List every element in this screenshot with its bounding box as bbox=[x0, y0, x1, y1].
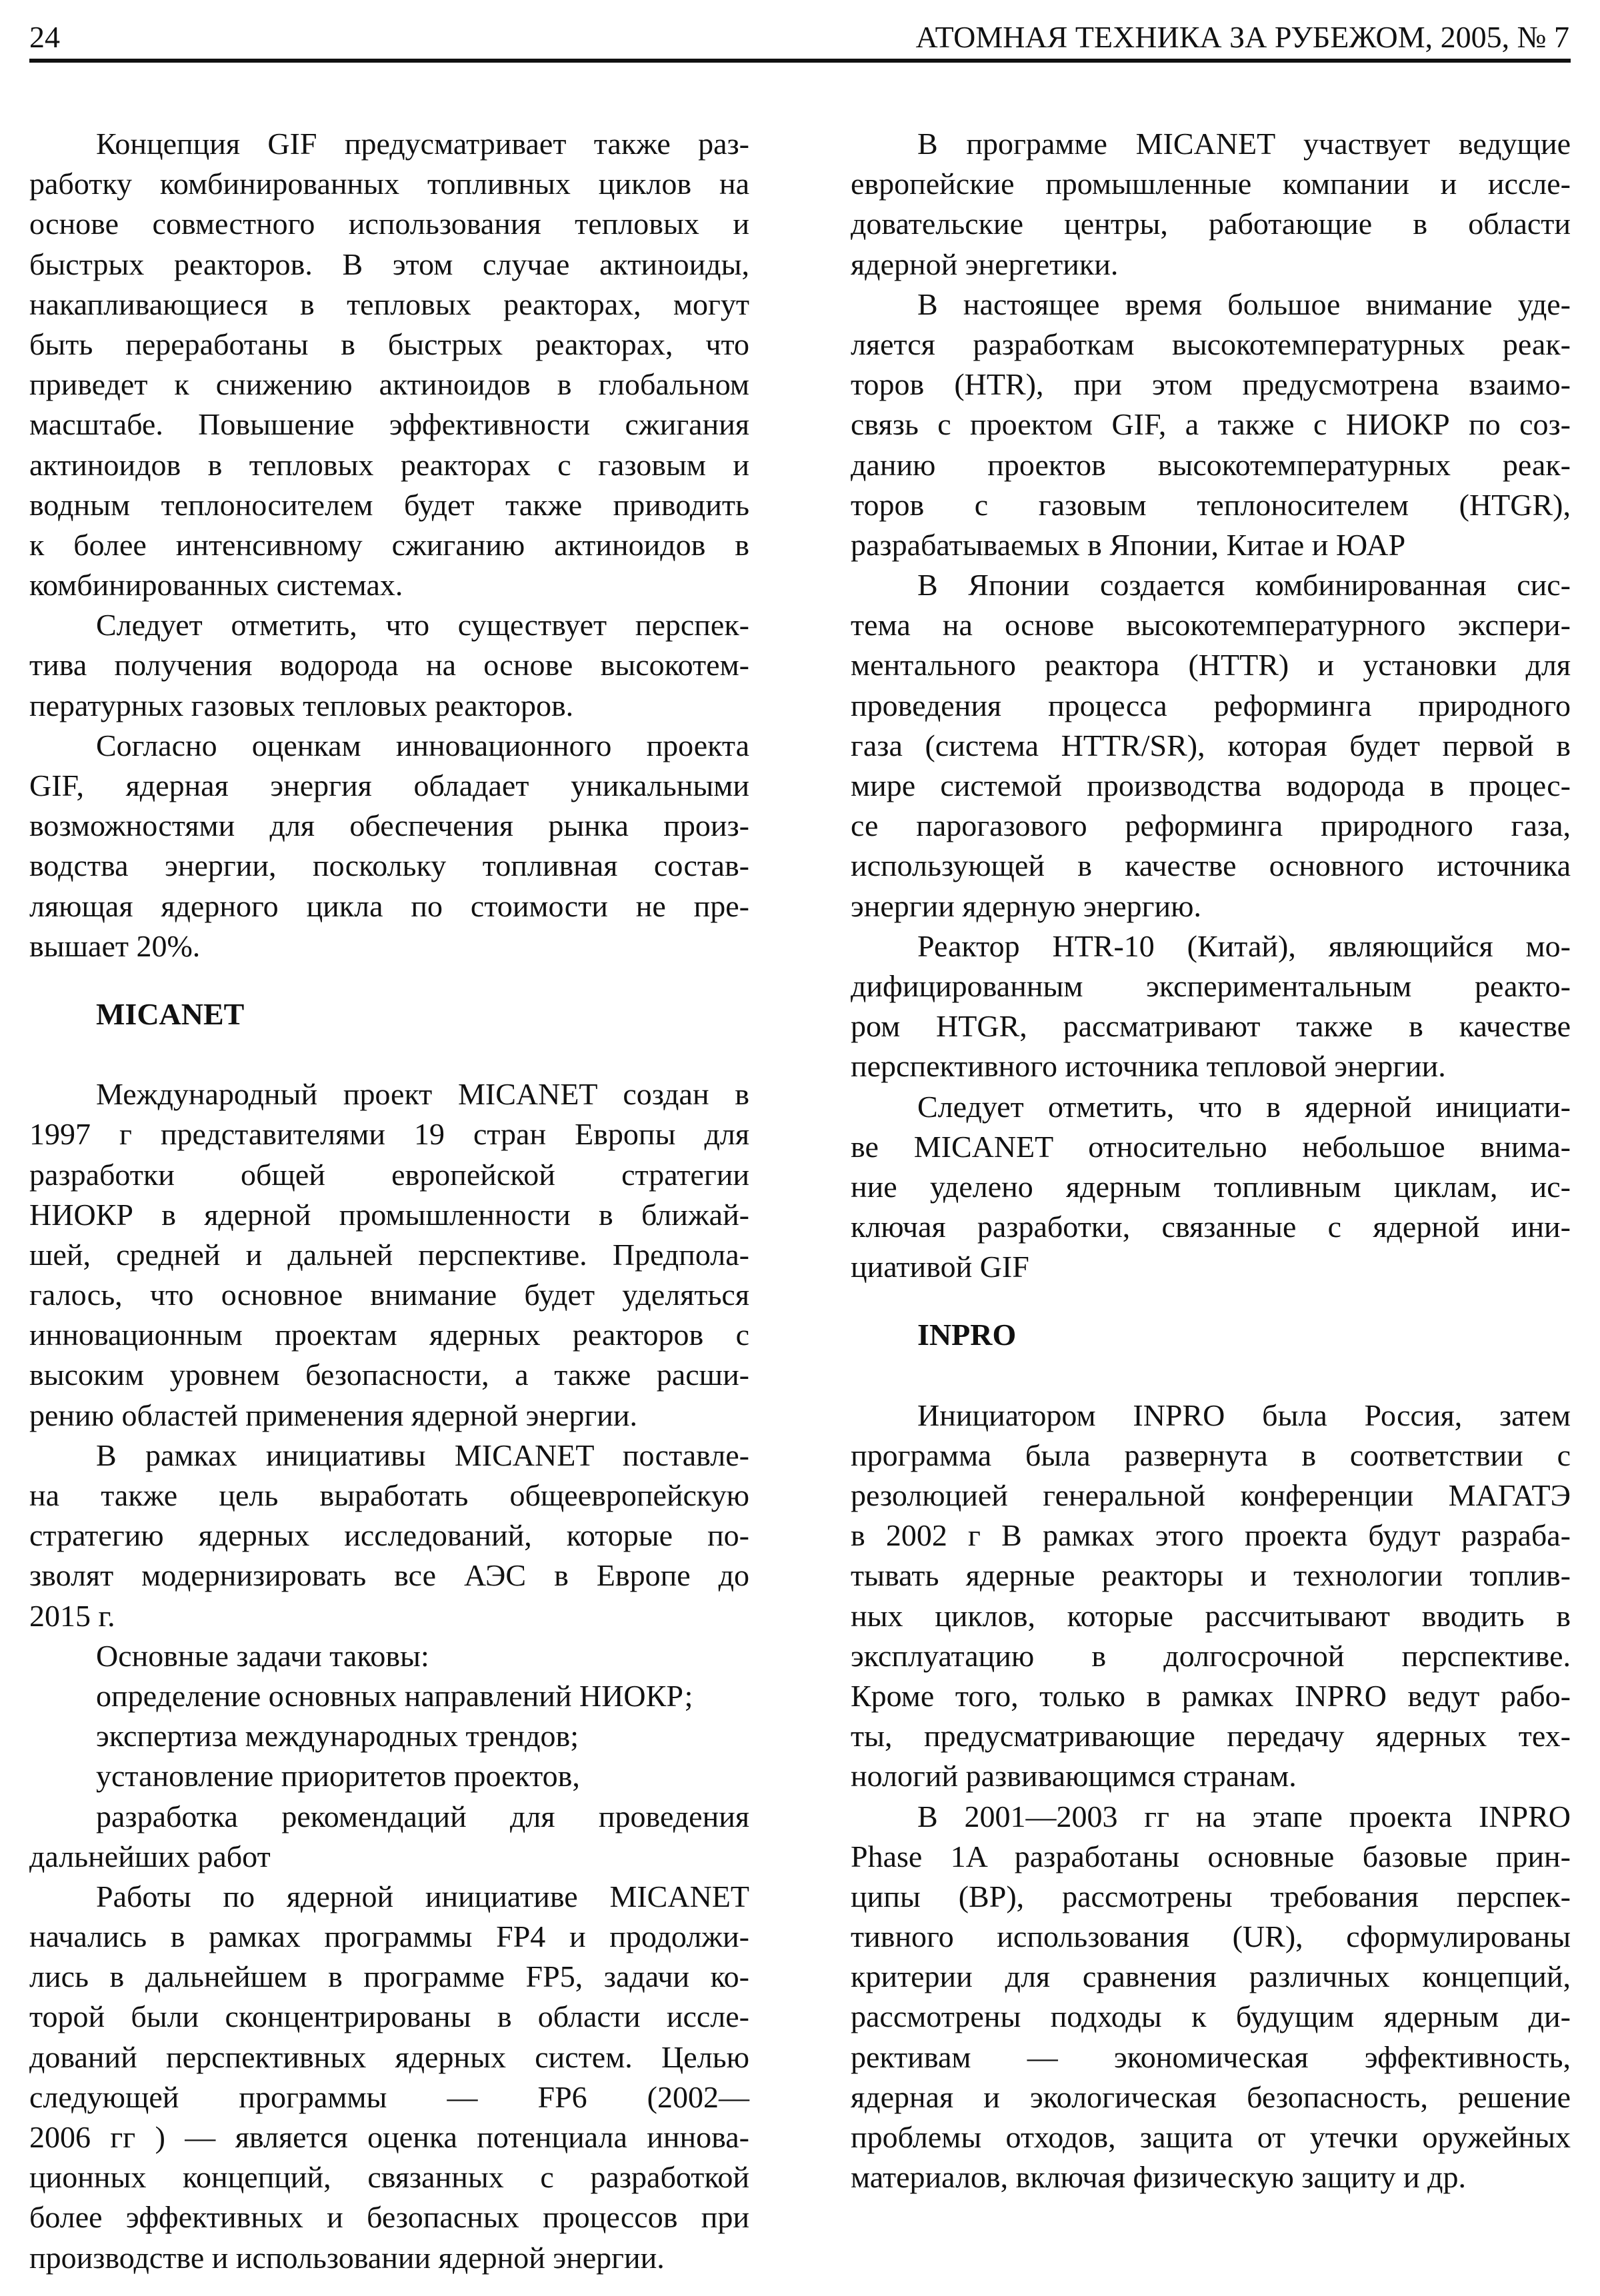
text-line: проблемы отходов, защита от утечки оружейных bbox=[851, 2120, 1571, 2154]
text-line: водства энергии, поскольку топливная состав- bbox=[29, 848, 749, 883]
text-line: циативой GIF bbox=[851, 1250, 1029, 1284]
paragraph bbox=[29, 1676, 749, 1716]
text-line: определение основных направлений НИОКР; bbox=[96, 1678, 693, 1713]
header-rule bbox=[29, 59, 1571, 63]
section-heading: INPRO bbox=[917, 1318, 1017, 1352]
text-line: торой были сконцентрированы в области иссле- bbox=[29, 1999, 749, 2034]
text-line: 2015 г. bbox=[29, 1598, 115, 1633]
text-line: ты, предусматривающие передачу ядерных тех- bbox=[851, 1719, 1571, 1753]
text-line: тивного использования (UR), сформулированы bbox=[851, 1919, 1571, 1954]
text-line: се парогазового реформинга природного газа, bbox=[851, 808, 1571, 843]
text-line: В рамках инициативы MICANET поставле- bbox=[96, 1438, 749, 1472]
text-line: пературных газовых тепловых реакторов. bbox=[29, 688, 574, 722]
text-line: Кроме того, только в рамках INPRO ведут рабо- bbox=[851, 1678, 1571, 1713]
text-line: торов с газовым теплоносителем (HTGR), bbox=[851, 487, 1571, 522]
text-line: дальнейших работ bbox=[29, 1839, 271, 1873]
text-line: энергии ядерную энергию. bbox=[851, 888, 1201, 923]
text-line: работку комбинированных топливных циклов на bbox=[29, 167, 749, 201]
text-line: накапливающиеся в тепловых реакторах, могут bbox=[29, 287, 749, 321]
text-line: В программе MICANET участвует ведущие bbox=[917, 127, 1571, 161]
paragraph bbox=[29, 1877, 749, 2278]
text-line: связь с проектом GIF, а также с НИОКР по соз- bbox=[851, 407, 1571, 442]
text-line: 2006 гг ) — является оценка потенциала иннова- bbox=[29, 2120, 749, 2154]
text-line: ве MICANET относительно небольшое внима- bbox=[851, 1129, 1571, 1164]
text-line: В Японии создается комбинированная сис- bbox=[917, 568, 1571, 602]
text-line: GIF, ядерная энергия обладает уникальными bbox=[29, 768, 749, 802]
text-line: масштабе. Повышение эффективности сжигания bbox=[29, 407, 749, 442]
text-line: Основные задачи таковы: bbox=[96, 1638, 429, 1673]
text-line: ных циклов, которые рассчитывают вводить в bbox=[851, 1598, 1571, 1633]
text-line: 1997 г представителями 19 стран Европы для bbox=[29, 1117, 749, 1152]
paragraph bbox=[29, 124, 749, 605]
text-line: установление приоритетов проектов, bbox=[96, 1759, 580, 1793]
paragraph bbox=[29, 1436, 749, 1636]
text-line: разрабатываемых в Японии, Китае и ЮАР bbox=[851, 527, 1406, 562]
text-line: Phase 1A разработаны основные базовые прин- bbox=[851, 1839, 1571, 1873]
text-line: вышает 20%. bbox=[29, 928, 201, 963]
text-line: Работы по ядерной инициативе MICANET bbox=[96, 1879, 749, 1913]
text-line: рению областей применения ядерной энергии. bbox=[29, 1398, 637, 1432]
paragraph bbox=[851, 1797, 1571, 2198]
text-line: более эффективных и безопасных процессов при bbox=[29, 2200, 749, 2235]
text-line: газа (система HTTR/SR), которая будет первой в bbox=[851, 728, 1571, 762]
text-line: следующей программы — FP6 (2002— bbox=[29, 2079, 749, 2114]
paragraph bbox=[29, 726, 749, 966]
text-line: программа была развернута в соответствии с bbox=[851, 1438, 1571, 1472]
text-line: тывать ядерные реакторы и технологии топлив- bbox=[851, 1558, 1571, 1593]
text-line: Международный проект MICANET создан в bbox=[96, 1077, 749, 1112]
text-line: производстве и использовании ядерной энергии. bbox=[29, 2240, 665, 2275]
paragraph bbox=[29, 1074, 749, 1436]
text-line: быть переработаны в быстрых реакторах, что bbox=[29, 327, 749, 361]
text-line: проведения процесса реформинга природного bbox=[851, 688, 1571, 722]
text-line: мире системой производства водорода в процес- bbox=[851, 768, 1571, 802]
text-line: критерии для сравнения различных концепций, bbox=[851, 1959, 1571, 1994]
text-line: эксплуатацию в долгосрочной перспективе. bbox=[851, 1638, 1571, 1673]
text-line: актиноидов в тепловых реакторах с газовым и bbox=[29, 447, 749, 482]
text-line: лись в дальнейшем в программе FP5, задачи ко- bbox=[29, 1959, 749, 1994]
paragraph bbox=[851, 124, 1571, 285]
text-line: Следует отметить, что в ядерной инициати- bbox=[917, 1089, 1571, 1124]
text-line: ние уделено ядерным топливным циклам, ис- bbox=[851, 1169, 1571, 1204]
text-line: стратегию ядерных исследований, которые по- bbox=[29, 1518, 749, 1553]
text-line: материалов, включая физическую защиту и др. bbox=[851, 2160, 1467, 2195]
text-line: комбинированных системах. bbox=[29, 568, 403, 602]
text-line: дований перспективных ядерных систем. Целью bbox=[29, 2039, 749, 2074]
paragraph bbox=[29, 605, 749, 726]
text-line: данию проектов высокотемпературных реак- bbox=[851, 447, 1571, 482]
text-line: НИОКР в ядерной промышленности в ближай- bbox=[29, 1197, 749, 1232]
paragraph bbox=[29, 1756, 749, 1796]
text-line: Следует отметить, что существует перспек- bbox=[96, 608, 749, 642]
text-line: европейские промышленные компании и иссле- bbox=[851, 167, 1571, 201]
left-column bbox=[29, 124, 749, 2278]
text-line: возможностями для обеспечения рынка произ- bbox=[29, 808, 749, 843]
text-line: В настоящее время большое внимание уде- bbox=[917, 287, 1571, 321]
paragraph bbox=[29, 1797, 749, 1877]
text-line: ционных концепций, связанных с разработкой bbox=[29, 2160, 749, 2195]
text-line: рассмотрены подходы к будущим ядерным ди- bbox=[851, 1999, 1571, 2034]
right-column bbox=[851, 124, 1571, 2197]
text-line: ляется разработкам высокотемпературных реак- bbox=[851, 327, 1571, 361]
text-line: торов (HTR), при этом предусмотрена взаимо- bbox=[851, 367, 1571, 402]
text-line: к более интенсивному сжиганию актиноидов в bbox=[29, 527, 749, 562]
text-line: ципы (BP), рассмотрены требования перспек- bbox=[851, 1879, 1571, 1913]
text-line: высоким уровнем безопасности, а также расши- bbox=[29, 1358, 749, 1392]
text-line: резолюцией генеральной конференции МАГАТЭ bbox=[851, 1478, 1571, 1512]
paragraph bbox=[851, 926, 1571, 1087]
text-line: экспертиза международных трендов; bbox=[96, 1719, 579, 1753]
paragraph bbox=[851, 1396, 1571, 1797]
text-line: дифицированным экспериментальным реакто- bbox=[851, 968, 1571, 1003]
text-line: Реактор HTR-10 (Китай), являющийся мо- bbox=[917, 928, 1571, 963]
text-line: ключая разработки, связанные с ядерной ини- bbox=[851, 1210, 1571, 1244]
text-line: перспективного источника тепловой энергии. bbox=[851, 1049, 1446, 1084]
text-line: нологий развивающимся странам. bbox=[851, 1759, 1297, 1793]
section-heading: MICANET bbox=[96, 996, 245, 1031]
text-line: галось, что основное внимание будет уделяться bbox=[29, 1278, 749, 1312]
text-line: начались в рамках программы FP4 и продолжи- bbox=[29, 1919, 749, 1954]
text-line: разработки общей европейской стратегии bbox=[29, 1157, 749, 1192]
text-line: основе совместного использования тепловых и bbox=[29, 207, 749, 241]
text-line: инновационным проектам ядерных реакторов с bbox=[29, 1318, 749, 1352]
running-title: АТОМНАЯ ТЕХНИКА ЗА РУБЕЖОМ, 2005, № 7 bbox=[915, 20, 1569, 54]
text-line: зволят модернизировать все АЭС в Европе до bbox=[29, 1558, 749, 1593]
text-line: использующей в качестве основного источника bbox=[851, 848, 1571, 883]
text-line: ядерная и экологическая безопасность, решение bbox=[851, 2079, 1571, 2114]
text-line: ядерной энергетики. bbox=[851, 247, 1119, 281]
paragraph bbox=[29, 1716, 749, 1756]
paragraph bbox=[851, 565, 1571, 926]
text-line: ляющая ядерного цикла по стоимости не пре- bbox=[29, 888, 749, 923]
text-line: тива получения водорода на основе высокотем- bbox=[29, 648, 749, 682]
text-line: быстрых реакторов. В этом случае актиноиды, bbox=[29, 247, 749, 281]
paragraph bbox=[851, 285, 1571, 565]
text-line: на также цель выработать общеевропейскую bbox=[29, 1478, 749, 1512]
paragraph bbox=[29, 1636, 749, 1676]
text-line: В 2001—2003 гг на этапе проекта INPRO bbox=[917, 1799, 1571, 1833]
text-line: довательские центры, работающие в области bbox=[851, 207, 1571, 241]
text-line: приведет к снижению актиноидов в глобальном bbox=[29, 367, 749, 402]
text-line: шей, средней и дальней перспективе. Предпола- bbox=[29, 1237, 749, 1272]
text-line: ром HTGR, рассматривают также в качестве bbox=[851, 1009, 1571, 1044]
text-line: ментального реактора (HTTR) и установки для bbox=[851, 648, 1571, 682]
text-line: в 2002 г В рамках этого проекта будут разраба- bbox=[851, 1518, 1571, 1553]
paragraph bbox=[851, 1087, 1571, 1288]
page-number: 24 bbox=[29, 20, 60, 54]
text-line: рективам — экономическая эффективность, bbox=[851, 2039, 1571, 2074]
text-line: водным теплоносителем будет также приводить bbox=[29, 487, 749, 522]
text-line: Концепция GIF предусматривает также раз- bbox=[96, 127, 749, 161]
text-line: разработка рекомендаций для проведения bbox=[96, 1799, 749, 1833]
text-line: тема на основе высокотемпературного экспери- bbox=[851, 608, 1571, 642]
text-line: Согласно оценкам инновационного проекта bbox=[96, 728, 749, 762]
text-line: Инициатором INPRO была Россия, затем bbox=[917, 1398, 1571, 1432]
